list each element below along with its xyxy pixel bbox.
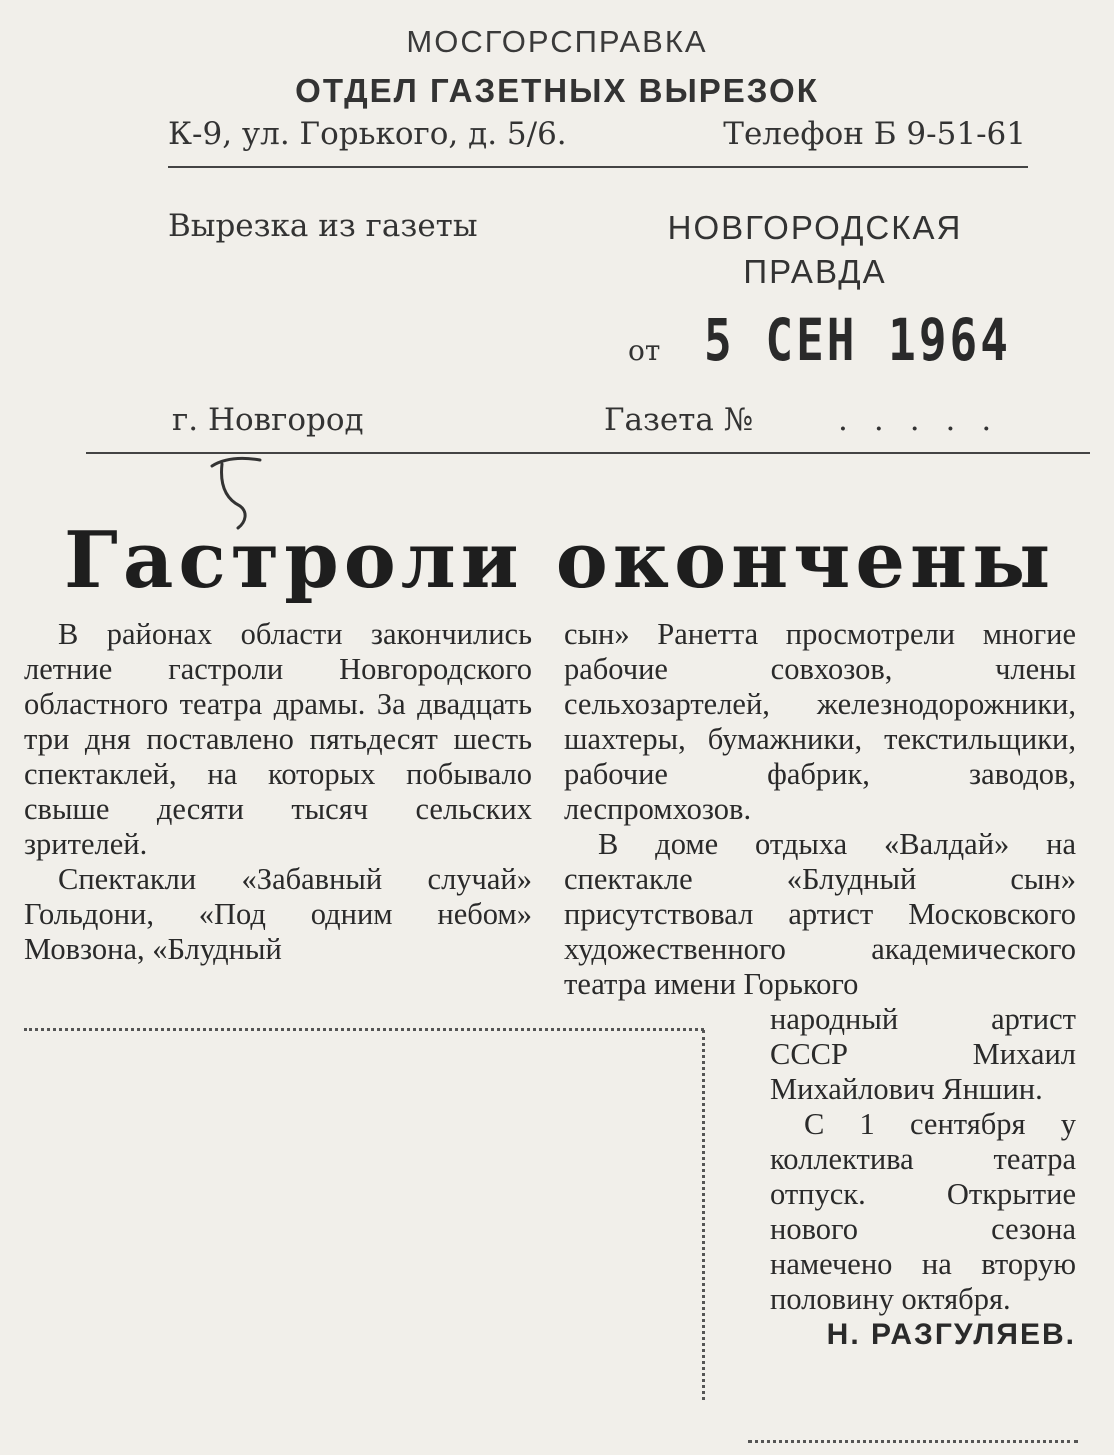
department-name: ОТДЕЛ ГАЗЕТНЫХ ВЫРЕЗОК <box>295 72 819 109</box>
cut-line-vertical <box>702 1030 705 1400</box>
paragraph-2: Спектакли «Забавный случай» Гольдони, «Под одним небом» Мовзона, «Блудный <box>24 862 532 966</box>
agency-phone: Телефон Б 9-51-61 <box>723 116 1026 152</box>
issue-label: Газета № <box>604 402 754 438</box>
cut-line-bottom <box>748 1440 1078 1443</box>
issue-number-blank: ..... <box>838 402 1018 438</box>
paragraph-2-continued: сын» Ранетта просмотрели многие рабочие совхозов, члены сельхозартелей, железнодорожники, шахтеры, бумажники, текстильщики, рабочие фабрик, заводов, леспромхозов. <box>564 617 1076 826</box>
header-rule <box>168 166 1028 168</box>
paragraph-3-continued: народный артист СССР Михаил Михайлович Яншин. <box>770 1002 1076 1106</box>
paragraph-1: В районах области закончились летние гастроли Новгородского областного театра драмы. За двадцать три дня поставлено пятьдесят шесть спектаклей, на которых побывало свыше десяти тысяч сельских зрителей. <box>24 617 532 861</box>
city-label: г. Новгород <box>172 402 364 438</box>
newspaper-name: НОВГОРОДСКАЯ ПРАВДА <box>667 209 963 290</box>
paragraph-3-start: В доме отдыха «Валдай» на спектакле «Блудный сын» присутствовал артист Московского художественного академического театра имени Горького <box>564 827 1076 1001</box>
author-signature: Н. РАЗГУЛЯЕВ. <box>826 1318 1076 1351</box>
clipping-label: Вырезка из газеты <box>168 208 478 244</box>
article-column-right <box>564 617 1076 1002</box>
article-column-tail <box>770 1002 1076 1352</box>
article-column-left <box>24 617 532 967</box>
article-headline: Гастроли окончены <box>64 515 1056 606</box>
paragraph-4: С 1 сентября у коллектива театра отпуск. Открытие нового сезона намечено на вторую половину октября. <box>770 1107 1076 1316</box>
date-stamp: 5 СЕН 1964 <box>704 306 1011 374</box>
agency-address: К-9, ул. Горького, д. 5/6. <box>168 116 567 152</box>
cut-line-horizontal <box>24 1028 704 1031</box>
agency-name: МОСГОРСПРАВКА <box>406 24 708 59</box>
date-label: от <box>628 334 661 367</box>
